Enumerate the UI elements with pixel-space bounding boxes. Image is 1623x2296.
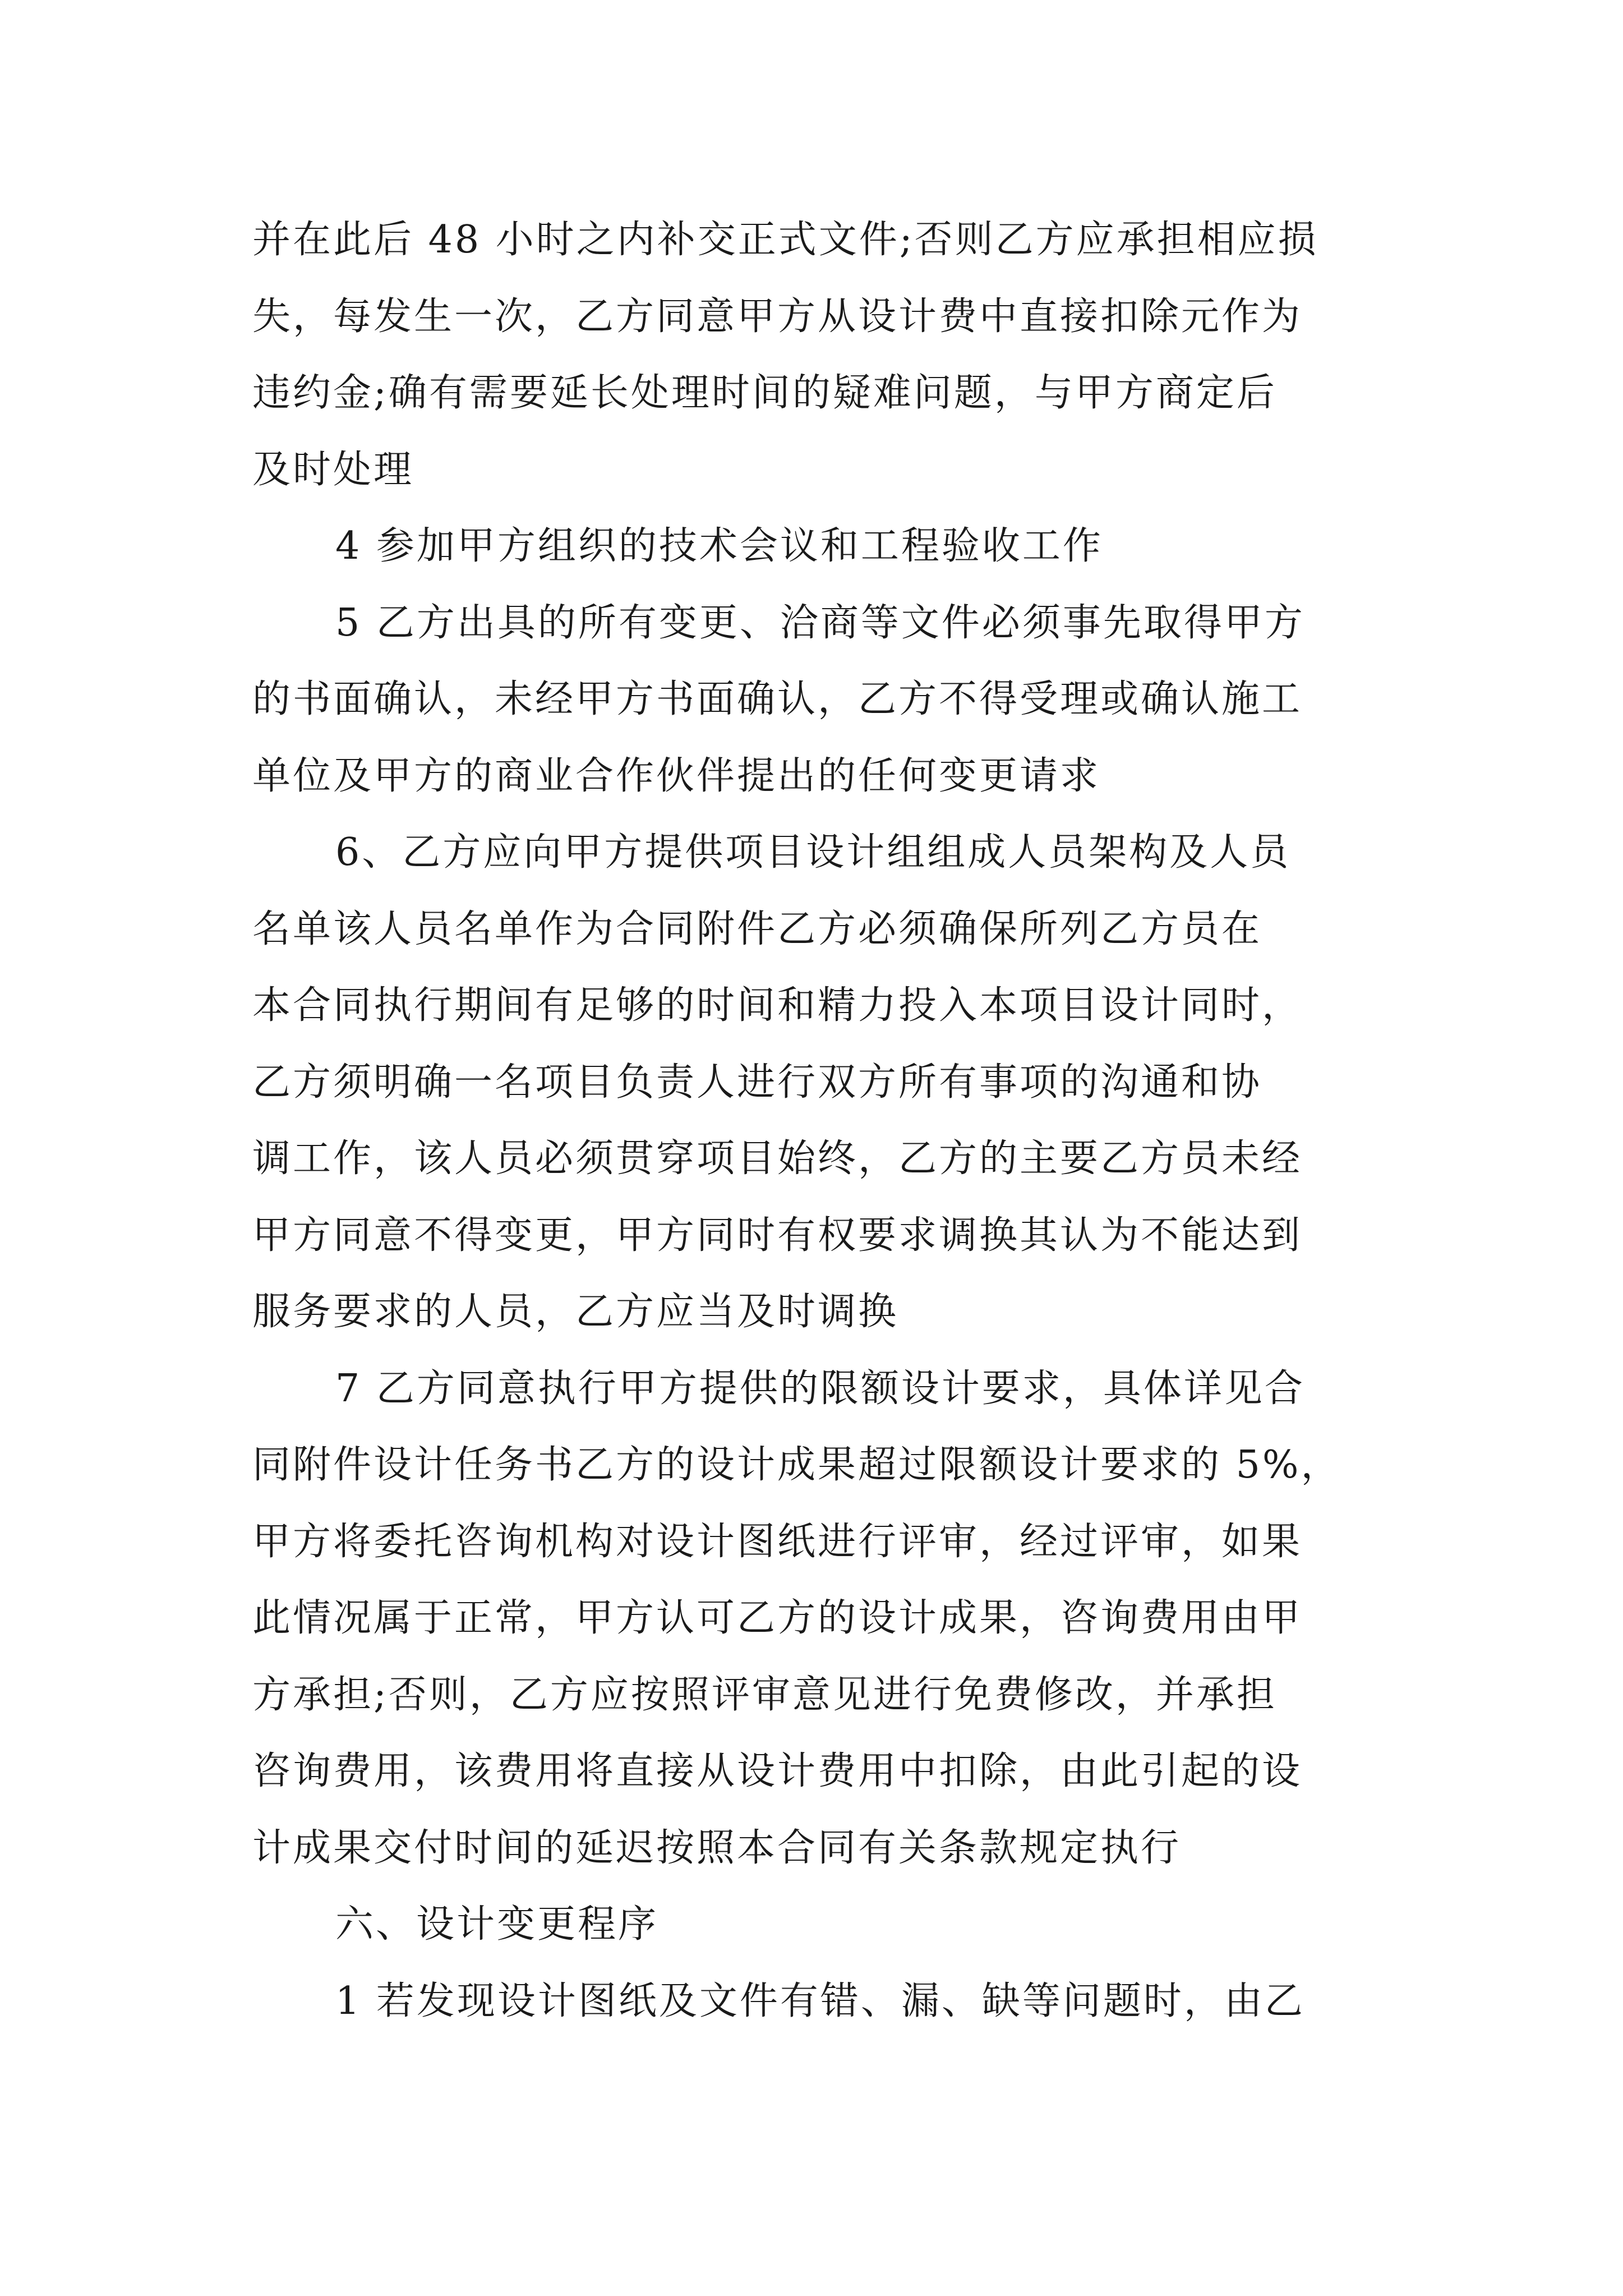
document-body [252, 202, 1396, 2040]
text-line: 违约金;确有需要延长处理时间的疑难问题，与甲方商定后 [252, 371, 1277, 415]
text-line: 4 参加甲方组织的技术会议和工程验收工作 [335, 524, 1103, 568]
text-line: 并在此后 48 小时之内补交正式文件;否则乙方应承担相应损 [252, 218, 1318, 262]
text-line: 咨询费用，该费用将直接从设计费用中扣除，由此引起的设 [252, 1749, 1303, 1793]
paragraph-change-item-1 [252, 1963, 1396, 2040]
text-line: 7 乙方同意执行甲方提供的限额设计要求，具体详见合 [335, 1366, 1305, 1411]
text-line: 5 乙方出具的所有变更、洽商等文件必须事先取得甲方 [335, 600, 1305, 645]
paragraph-item-5 [252, 585, 1396, 815]
text-line: 6、乙方应向甲方提供项目设计组组成人员架构及人员 [335, 830, 1291, 875]
text-line: 单位及甲方的商业合作伙伴提出的任何变更请求 [252, 753, 1101, 798]
text-line: 本合同执行期间有足够的时间和精力投入本项目设计同时， [252, 983, 1303, 1028]
section-heading: 六、设计变更程序 [335, 1902, 659, 1947]
text-line: 失，每发生一次，乙方同意甲方从设计费中直接扣除元作为 [252, 294, 1303, 339]
paragraph-item-4 [252, 508, 1396, 585]
text-line: 方承担;否则，乙方应按照评审意见进行免费修改，并承担 [252, 1672, 1277, 1717]
text-line: 此情况属于正常，甲方认可乙方的设计成果，咨询费用由甲 [252, 1596, 1303, 1640]
paragraph-item-7 [252, 1351, 1396, 1887]
text-line: 1 若发现设计图纸及文件有错、漏、缺等问题时，由乙 [335, 1978, 1305, 2023]
text-line: 乙方须明确一名项目负责人进行双方所有事项的沟通和协 [252, 1060, 1262, 1105]
text-line: 服务要求的人员，乙方应当及时调换 [252, 1290, 899, 1334]
text-line: 同附件设计任务书乙方的设计成果超过限额设计要求的 5%， [252, 1443, 1341, 1487]
paragraph-penalty-clause [252, 202, 1396, 508]
text-line: 及时处理 [252, 447, 414, 492]
section-heading-design-change [252, 1887, 1396, 1963]
text-line: 甲方同意不得变更，甲方同时有权要求调换其认为不能达到 [252, 1213, 1303, 1258]
text-line: 计成果交付时间的延迟按照本合同有关条款规定执行 [252, 1825, 1182, 1870]
text-line: 名单该人员名单作为合同附件乙方必须确保所列乙方员在 [252, 907, 1262, 951]
paragraph-item-6 [252, 815, 1396, 1351]
text-line: 甲方将委托咨询机构对设计图纸进行评审，经过评审，如果 [252, 1519, 1303, 1564]
text-line: 的书面确认，未经甲方书面确认，乙方不得受理或确认施工 [252, 677, 1303, 721]
text-line: 调工作，该人员必须贯穿项目始终，乙方的主要乙方员未经 [252, 1137, 1303, 1181]
